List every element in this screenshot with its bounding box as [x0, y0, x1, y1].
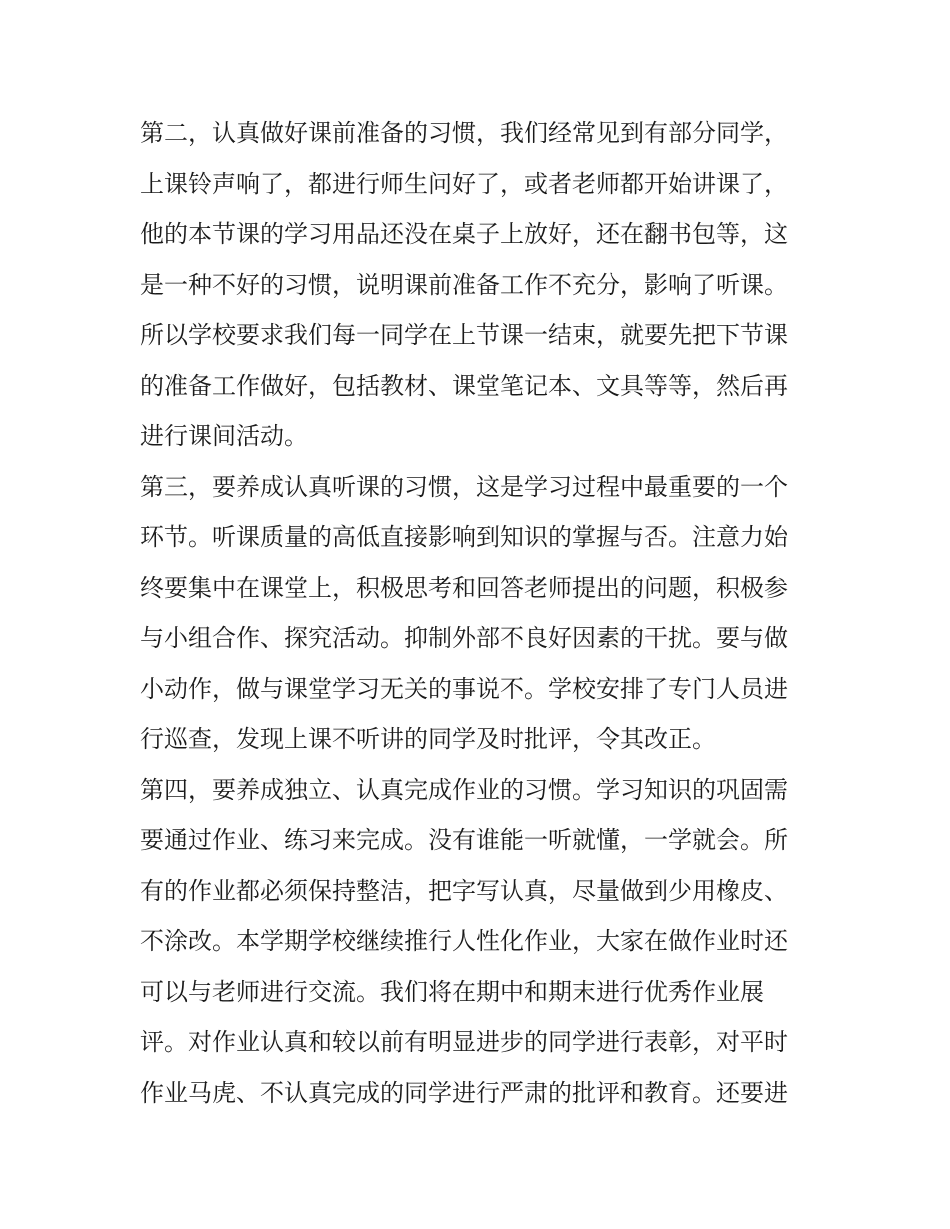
text-line: 评。对作业认真和较以前有明显进步的同学进行表彰，对平时	[140, 1028, 788, 1056]
text-line: 行巡查，发现上课不听讲的同学及时批评，令其改正。	[140, 725, 716, 753]
text-line: 第二，认真做好课前准备的习惯，我们经常见到有部分同学，	[140, 119, 788, 147]
text-line: 不涂改。本学期学校继续推行人性化作业，大家在做作业时还	[140, 927, 788, 955]
text-line: 所以学校要求我们每一同学在上节课一结束，就要先把下节课	[140, 321, 788, 349]
text-line: 进行课间活动。	[140, 422, 308, 450]
text-line: 是一种不好的习惯，说明课前准备工作不充分，影响了听课。	[140, 270, 788, 299]
text-line: 他的本节课的学习用品还没在桌子上放好，还在翻书包等，这	[140, 220, 788, 248]
text-line: 上课铃声响了，都进行师生问好了，或者老师都开始讲课了，	[140, 169, 788, 198]
text-line: 环节。听课质量的高低直接影响到知识的掌握与否。注意力始	[140, 523, 788, 551]
text-line: 的准备工作做好，包括教材、课堂笔记本、文具等等，然后再	[140, 371, 788, 400]
text-line: 第四，要养成独立、认真完成作业的习惯。学习知识的巩固需	[140, 775, 788, 804]
text-line: 小动作，做与课堂学习无关的事说不。学校安排了专门人员进	[140, 674, 788, 703]
text-line: 要通过作业、练习来完成。没有谁能一听就懂，一学就会。所	[140, 826, 788, 854]
text-line: 与小组合作、探究活动。抑制外部不良好因素的干扰。要与做	[140, 624, 788, 652]
text-line: 作业马虎、不认真完成的同学进行严肃的批评和教育。还要进	[140, 1078, 788, 1107]
document-body	[140, 108, 820, 1118]
text-line: 可以与老师进行交流。我们将在期中和期末进行优秀作业展	[140, 977, 764, 1006]
text-line: 第三，要养成认真听课的习惯，这是学习过程中最重要的一个	[140, 472, 788, 501]
text-line: 有的作业都必须保持整洁，把字写认真，尽量做到少用橡皮、	[140, 876, 788, 905]
text-line: 终要集中在课堂上，积极思考和回答老师提出的问题，积极参	[140, 573, 788, 602]
